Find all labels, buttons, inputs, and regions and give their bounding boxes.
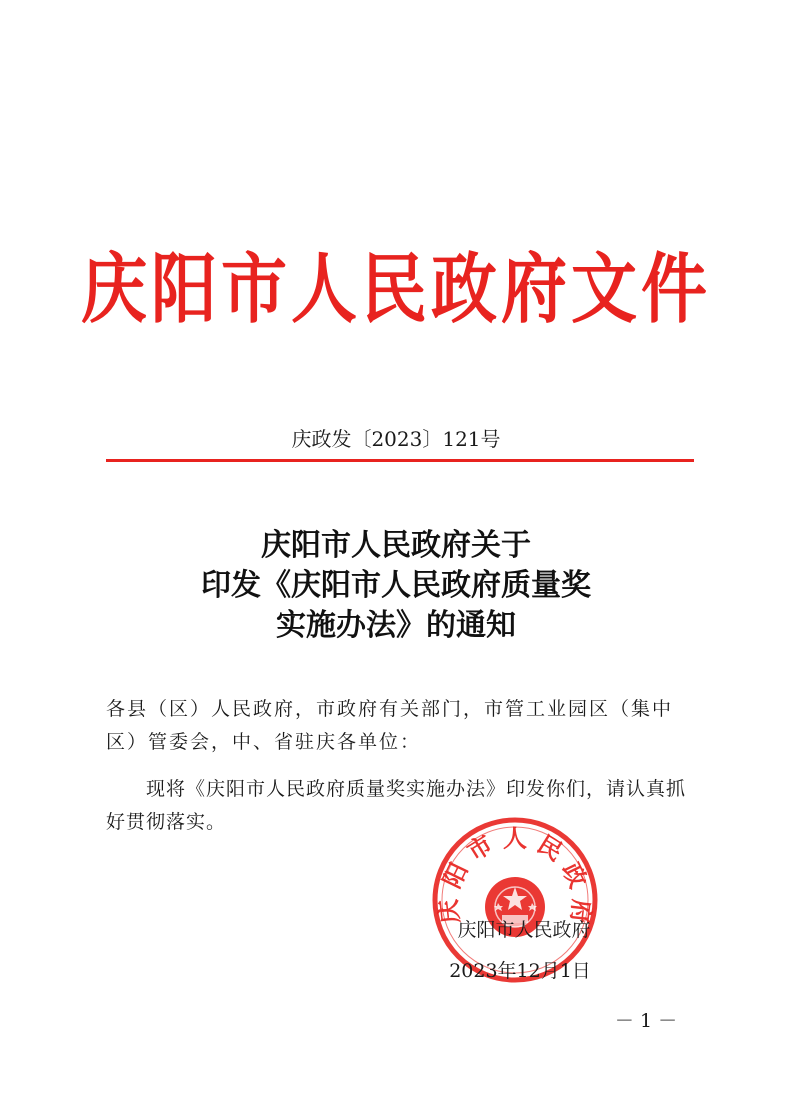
body-paragraph: 现将《庆阳市人民政府质量奖实施办法》印发你们，请认真抓好贯彻落实。	[106, 778, 687, 833]
title-line-1: 庆阳市人民政府关于	[261, 528, 531, 563]
title-line-2: 印发《庆阳市人民政府质量奖	[201, 568, 591, 603]
signature-organization: 庆阳市人民政府	[457, 919, 591, 941]
document-number: 庆政发〔2023〕121号	[291, 427, 501, 451]
page-number: － 1 －	[614, 1010, 678, 1032]
title-line-3: 实施办法》的通知	[276, 608, 516, 643]
document-title	[0, 526, 792, 646]
seal-text: 庆 阳 市 人 民 政 府	[433, 823, 597, 925]
document-date: 2023年12月1日	[449, 960, 591, 982]
recipients-text: 各县（区）人民政府，市政府有关部门，市管工业园区（集中区）管委会，中、省驻庆各单位：	[106, 698, 674, 753]
document-header-title: 庆阳市人民政府文件	[81, 243, 711, 334]
header-divider	[106, 459, 694, 462]
